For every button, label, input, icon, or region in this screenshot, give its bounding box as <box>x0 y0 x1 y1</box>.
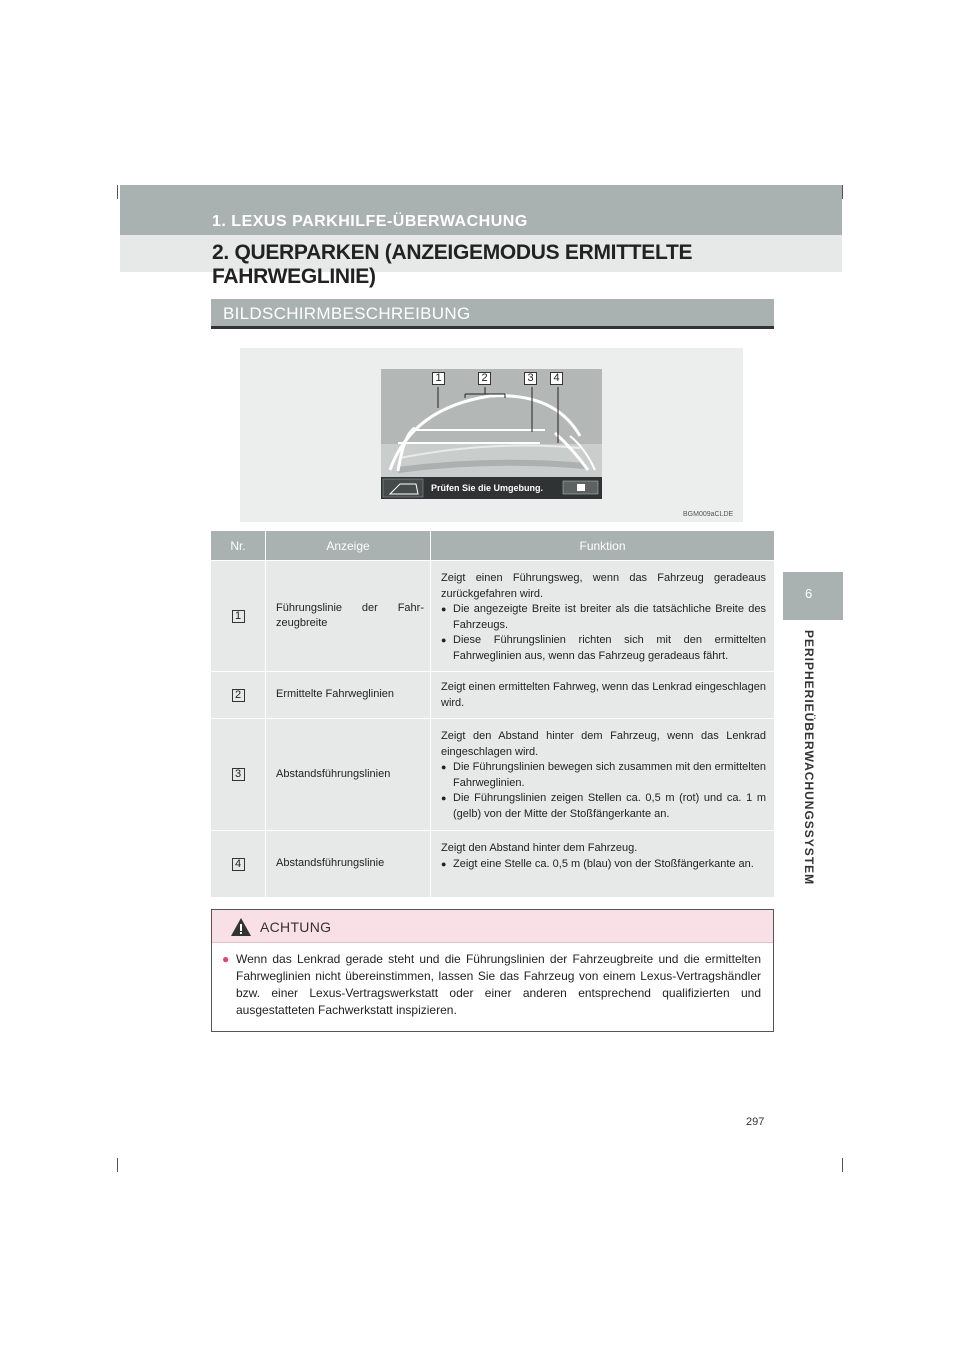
row-number: 2 <box>232 689 245 702</box>
crop-mark <box>842 185 843 199</box>
page-title: 2. QUERPARKEN (ANZEIGEMODUS ERMITTELTE FAHRWEGLINIE) <box>212 241 693 288</box>
warning-bullet-icon: ● <box>222 952 230 966</box>
row-number-cell <box>211 831 265 897</box>
warning-header <box>212 910 773 943</box>
row-funktion <box>431 719 774 830</box>
row-anzeige: Abstandsführungslinien <box>265 719 431 830</box>
row-number: 4 <box>232 858 245 871</box>
row-number-cell <box>211 719 265 830</box>
callout-2: 2 <box>478 372 491 385</box>
table-row <box>211 718 774 830</box>
warning-triangle-icon <box>230 917 252 937</box>
table-row <box>211 830 774 897</box>
subsection-title: BILDSCHIRMBESCHREIBUNG <box>223 304 471 323</box>
crop-mark <box>117 185 118 199</box>
table-row <box>211 560 774 671</box>
header-nr: Nr. <box>230 538 246 553</box>
row-number-cell <box>211 561 265 671</box>
warning-body <box>212 943 773 1019</box>
row-anzeige: Abstandsführungslinie <box>265 831 431 897</box>
callout-3: 3 <box>524 372 537 385</box>
crop-mark <box>842 1158 843 1172</box>
row-bullet: ● Die Führungslinien bewegen sich zusammen mit den ermittelten Fahrweglinien. <box>441 760 766 791</box>
row-lead: Zeigt den Abstand hinter dem Fahrzeug. <box>441 842 638 854</box>
warning-text: Wenn das Lenkrad gerade steht und die Führungslinien der Fahrzeugbreite und die ermittelten Fahrweglinien nicht übereinstimmen, lassen Sie das Fahrzeug von einem Lexus-Vertragshändler bzw. einer Lexus-Vertragswerkstatt oder einer anderen entsprechend qualifizierten und ausgestatteten Fachwerkstatt inspizieren. <box>236 952 761 1017</box>
chapter-label: PERIPHERIEÜBERWACHUNGSSYSTEM <box>802 630 816 886</box>
section-title: 1. LEXUS PARKHILFE-ÜBERWACHUNG <box>212 213 528 230</box>
row-anzeige: Ermittelte Fahrweglinien <box>265 672 431 718</box>
row-number-cell <box>211 672 265 718</box>
row-bullet: ● Zeigt eine Stelle ca. 0,5 m (blau) von der Stoßfängerkante an. <box>441 857 766 873</box>
crop-mark <box>117 1158 118 1172</box>
header-anzeige: Anzeige <box>265 531 431 560</box>
subsection-header <box>211 299 774 329</box>
chapter-tab <box>783 572 843 620</box>
header-funktion: Funktion <box>579 538 626 553</box>
row-bullet: ● Diese Führungslinien richten sich mit den ermittelten Fahrweglinien aus, wenn das Fahrzeug geradeaus fährt. <box>441 633 766 664</box>
figure-code: BGM009aCLDE <box>683 511 734 518</box>
camera-screen-figure <box>240 348 743 522</box>
screen-message: Prüfen Sie die Umgebung. <box>431 483 544 493</box>
row-funktion <box>431 561 774 671</box>
table-header <box>211 531 774 560</box>
chapter-number: 6 <box>805 586 813 601</box>
indicator-table <box>211 531 774 897</box>
camera-screen-illustration <box>240 348 743 522</box>
row-funktion <box>431 672 774 718</box>
row-number: 1 <box>232 610 245 623</box>
row-bullet: ● Die Führungslinien zeigen Stellen ca. 0,5 m (rot) und ca. 1 m (gelb) von der Mitte der Stoßfängerkante an. <box>441 791 766 822</box>
row-lead: Zeigt den Abstand hinter dem Fahrzeug, wenn das Lenkrad eingeschlagen wird. <box>441 730 766 758</box>
warning-title: ACHTUNG <box>260 919 332 935</box>
row-funktion <box>431 831 774 897</box>
callout-4: 4 <box>550 372 563 385</box>
row-bullet: ● Die angezeigte Breite ist breiter als die tatsächliche Breite des Fahrzeugs. <box>441 602 766 633</box>
page-title-band <box>120 235 842 288</box>
section-header-band <box>120 185 842 235</box>
warning-box <box>211 909 774 1032</box>
row-lead: Zeigt einen Führungsweg, wenn das Fahrzeug geradeaus zurückgefahren wird. <box>441 572 766 600</box>
page-number: 297 <box>746 1116 765 1128</box>
row-number: 3 <box>232 768 245 781</box>
callout-1: 1 <box>432 372 445 385</box>
row-lead: Zeigt einen ermittelten Fahrweg, wenn das Lenkrad eingeschlagen wird. <box>441 681 766 709</box>
table-row <box>211 671 774 718</box>
row-anzeige: Führungslinie der Fahrzeugbreite <box>265 561 431 671</box>
